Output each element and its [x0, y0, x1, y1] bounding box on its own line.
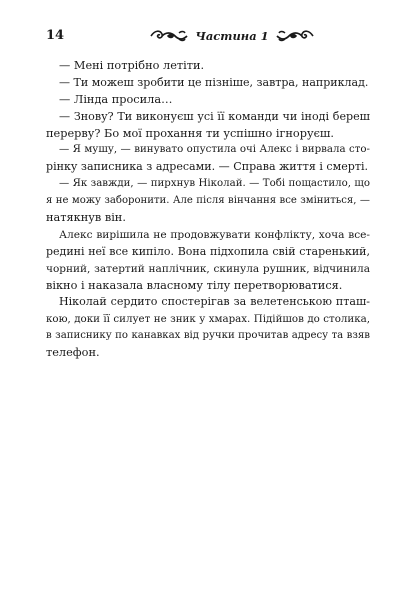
right-ornament-icon: [275, 29, 315, 43]
page-header: [46, 26, 370, 46]
page-number: 14: [46, 28, 65, 43]
text-line: — Я мушу, — винувато опустила очі Алекс і вирвала сто-: [59, 144, 370, 156]
text-line: Ніколай сердито спостерігав за велетенською пташ-: [59, 295, 370, 309]
text-line: Алекс вирішила не продовжувати конфлікту, хоча все-: [59, 227, 370, 241]
text-line: — Як завжди, — пирхнув Ніколай. — Тобі пощастило, що: [59, 178, 370, 190]
part-title: Частина 1: [195, 29, 269, 43]
text-line: перерву? Бо мої прохання ти успішно ігноруєш.: [46, 126, 335, 140]
text-line: — Мені потрібно летіти.: [59, 59, 205, 72]
text-line: — Ти можеш зробити це пізніше, завтра, наприклад.: [59, 75, 369, 89]
text-line: рінку записника з адресами. — Справа життя і смерті.: [46, 160, 369, 174]
text-line: — Лінда просила…: [59, 92, 173, 106]
text-line: — Знову? Ти виконуєш усі її команди чи іноді береш: [59, 109, 370, 123]
text-line: редині неї все кипіло. Вона підхопила свій старенький,: [46, 244, 370, 258]
left-ornament-icon: [149, 29, 189, 43]
text-line: вікно і наказала власному тілу перетворюватися.: [46, 278, 343, 292]
running-head: [142, 26, 322, 46]
text-line: телефон.: [46, 346, 100, 360]
text-line: натякнув він.: [46, 211, 126, 225]
text-line: в записнику по канавках від ручки прочитав адресу та взяв: [46, 330, 370, 342]
body-text: [46, 58, 370, 362]
text-line: чорний, затертий наплічник, скинула рушник, відчинила: [46, 262, 370, 275]
text-line: я не можу заборонити. Але після вінчання все зміниться, —: [46, 195, 370, 207]
text-line: кою, доки її силует не зник у хмарах. Підійшов до столика,: [46, 313, 370, 326]
